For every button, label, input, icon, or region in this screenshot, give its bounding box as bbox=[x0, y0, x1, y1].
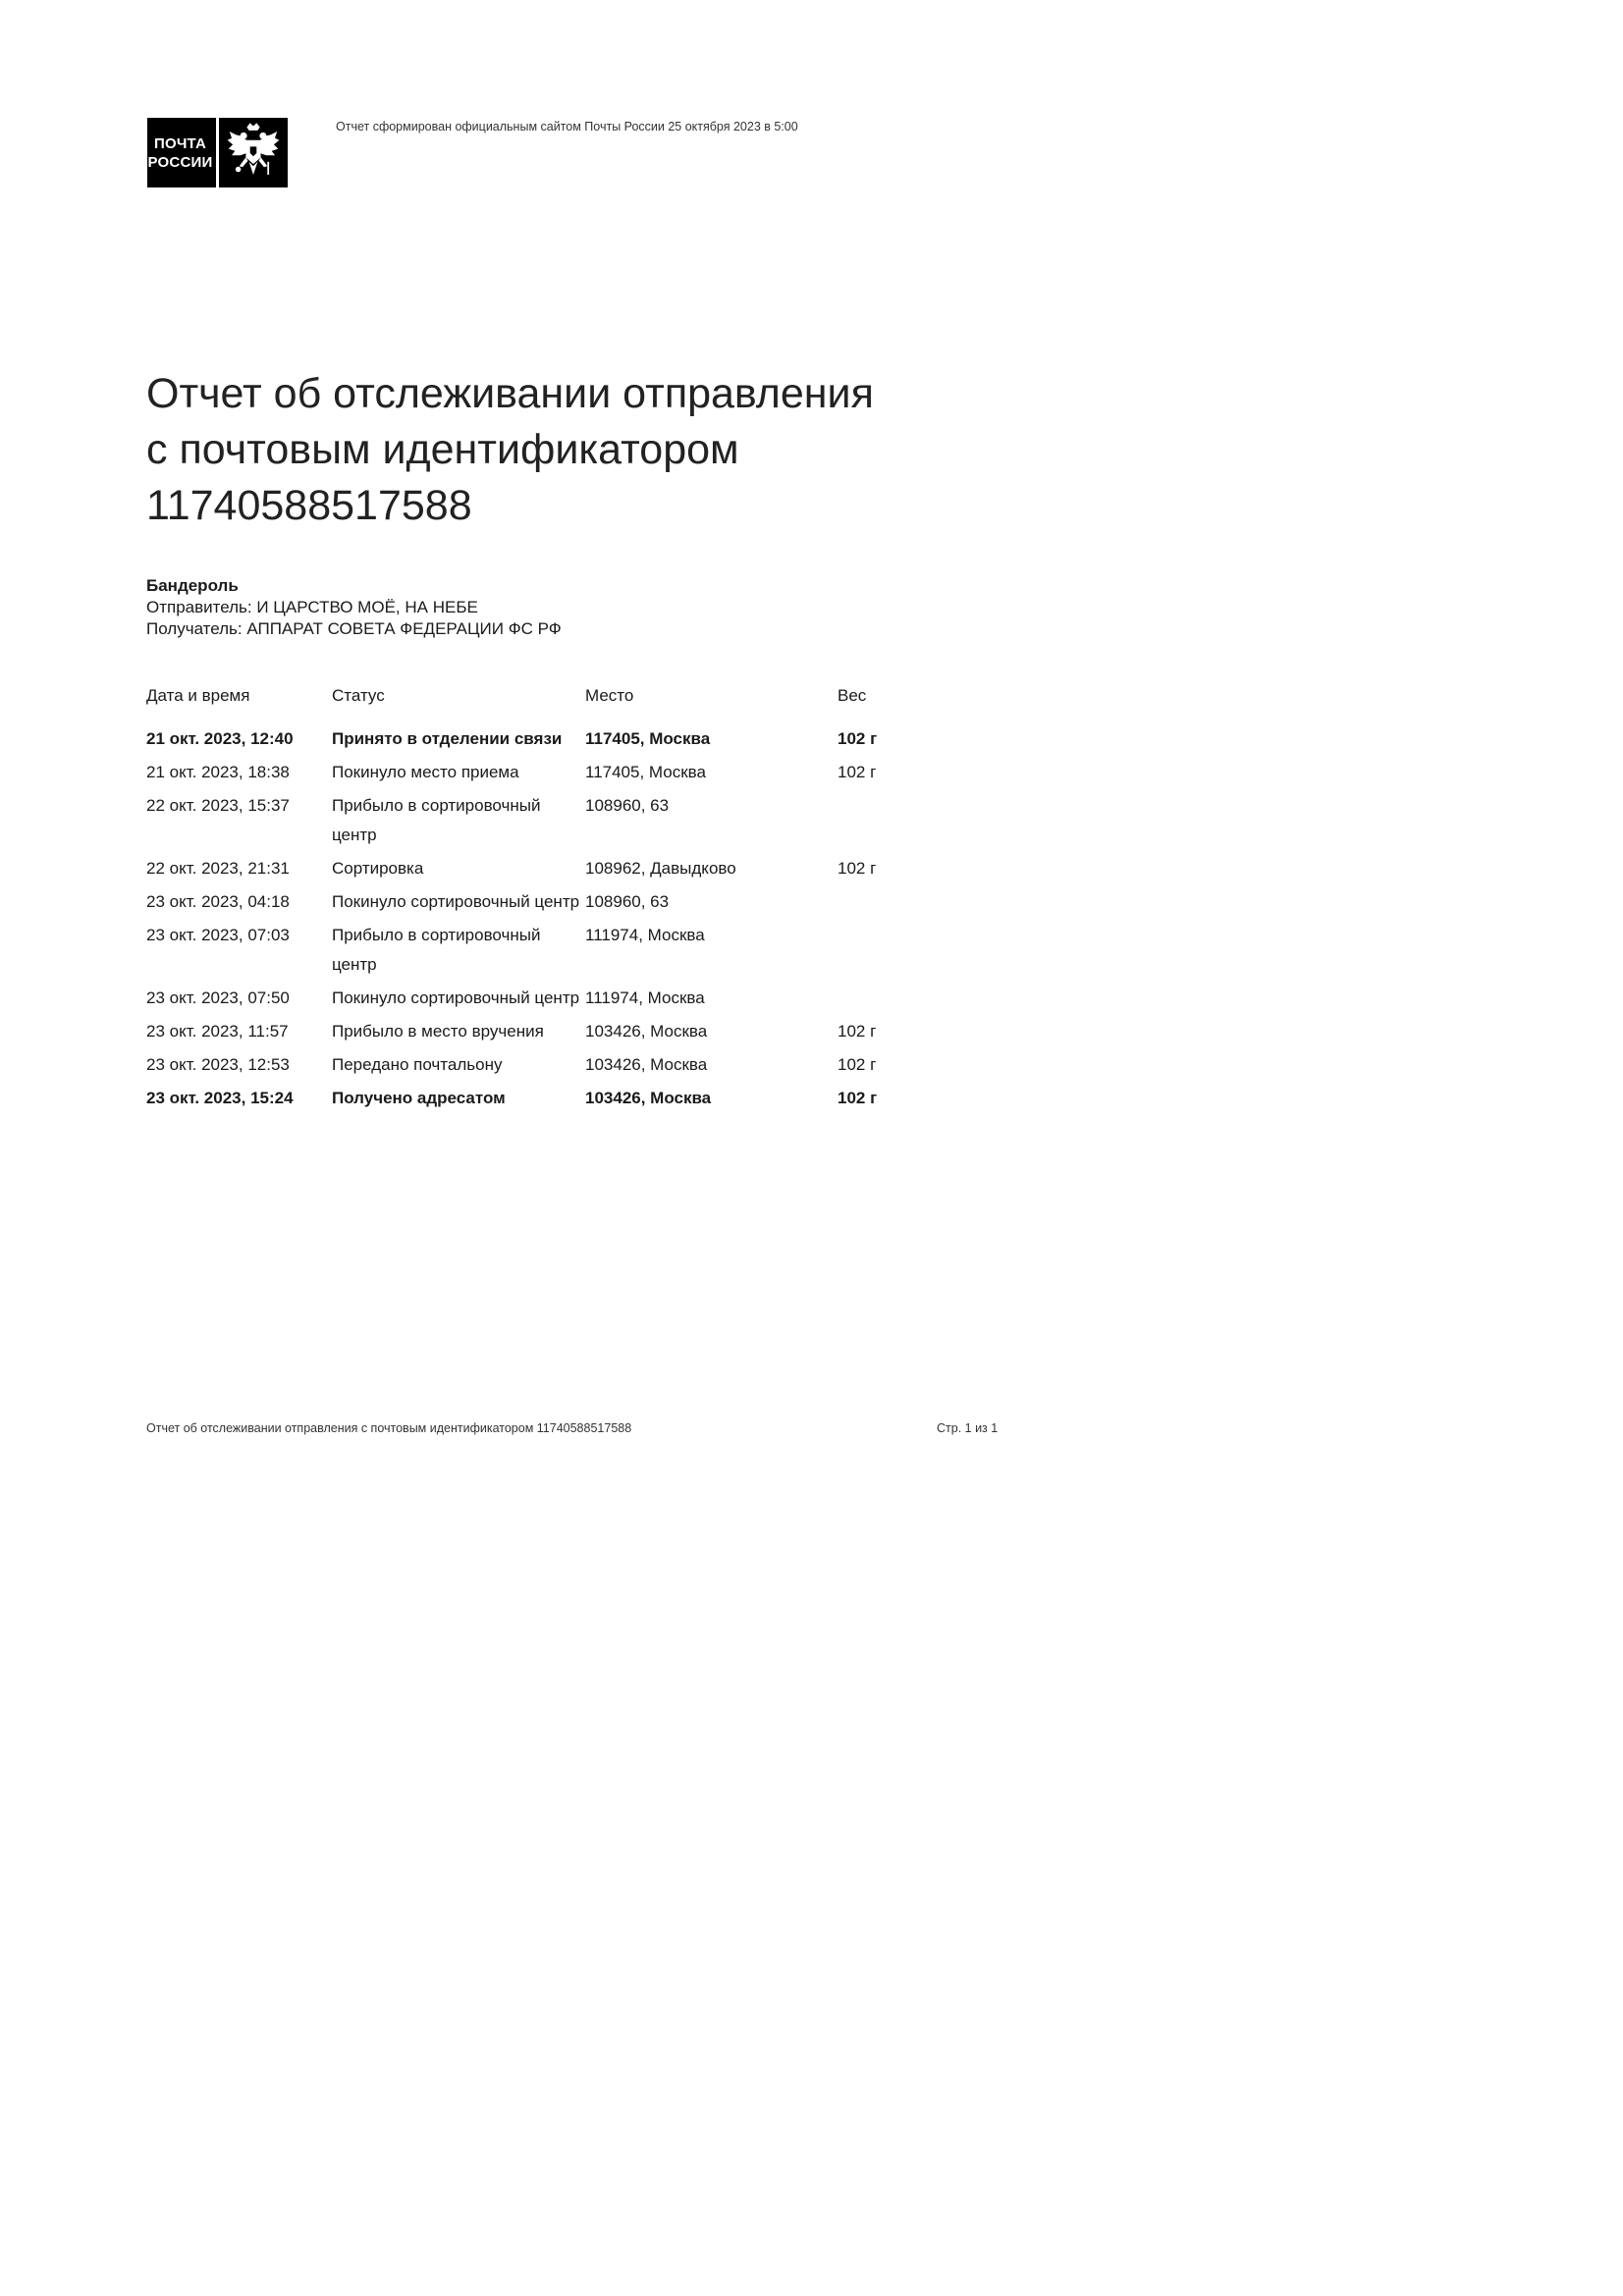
cell-status: Принято в отделении связи bbox=[332, 729, 563, 748]
cell-place: 103426, Москва bbox=[585, 1022, 708, 1041]
table-row bbox=[146, 854, 936, 883]
logo-line-2: РОССИИ bbox=[147, 153, 213, 171]
cell-status: Прибыло в сортировочный центр bbox=[332, 926, 541, 974]
table-row bbox=[146, 921, 936, 980]
cell-weight: 102 г bbox=[838, 1089, 878, 1107]
tracking-table bbox=[146, 681, 936, 1117]
cell-place: 111974, Москва bbox=[585, 988, 705, 1007]
cell-date: 22 окт. 2023, 15:37 bbox=[146, 796, 290, 815]
cell-date: 21 окт. 2023, 18:38 bbox=[146, 763, 290, 781]
cell-weight bbox=[838, 791, 936, 850]
cell-place: 103426, Москва bbox=[585, 1089, 712, 1107]
cell-status: Прибыло в место вручения bbox=[332, 1022, 544, 1041]
cell-weight bbox=[838, 984, 936, 1013]
footer-document-title: Отчет об отслеживании отправления с почтовым идентификатором 11740588517588 bbox=[146, 1421, 632, 1435]
cell-weight bbox=[838, 921, 936, 980]
logo-line-1: ПОЧТА bbox=[153, 134, 207, 152]
cell-date: 23 окт. 2023, 11:57 bbox=[146, 1022, 289, 1041]
column-header-date: Дата и время bbox=[146, 686, 250, 705]
cell-status: Сортировка bbox=[332, 859, 424, 878]
cell-place: 108960, 63 bbox=[585, 796, 670, 815]
table-row bbox=[146, 758, 936, 787]
cell-status: Покинуло место приема bbox=[332, 763, 519, 781]
pochta-rossii-logo bbox=[147, 118, 288, 187]
cell-place: 117405, Москва bbox=[585, 729, 711, 748]
sender: Отправитель: И ЦАРСТВО МОЁ, НА НЕБЕ bbox=[146, 598, 478, 616]
title-line-1: Отчет об отслеживании отправления bbox=[146, 370, 874, 417]
title-line-2: с почтовым идентификатором bbox=[146, 426, 739, 473]
cell-status: Покинуло сортировочный центр bbox=[332, 988, 580, 1007]
table-row bbox=[146, 887, 936, 917]
cell-place: 117405, Москва bbox=[585, 763, 706, 781]
table-body bbox=[146, 724, 936, 1113]
cell-status: Передано почтальону bbox=[332, 1055, 503, 1074]
cell-place: 103426, Москва bbox=[585, 1055, 708, 1074]
cell-date: 21 окт. 2023, 12:40 bbox=[146, 729, 294, 748]
cell-date: 22 окт. 2023, 21:31 bbox=[146, 859, 290, 878]
cell-weight: 102 г bbox=[838, 859, 877, 878]
table-row bbox=[146, 1084, 936, 1113]
column-header-status: Статус bbox=[332, 686, 385, 705]
cell-status: Получено адресатом bbox=[332, 1089, 506, 1107]
table-row bbox=[146, 724, 936, 754]
column-header-weight: Вес bbox=[838, 686, 867, 705]
cell-place: 111974, Москва bbox=[585, 926, 705, 944]
table-row bbox=[146, 1017, 936, 1046]
cell-date: 23 окт. 2023, 04:18 bbox=[146, 892, 290, 911]
double-headed-eagle-icon bbox=[219, 118, 288, 187]
cell-weight bbox=[838, 887, 936, 917]
footer-page-number: Стр. 1 из 1 bbox=[937, 1421, 999, 1435]
cell-status: Прибыло в сортировочный центр bbox=[332, 796, 541, 844]
cell-weight: 102 г bbox=[838, 1022, 877, 1041]
tracking-number: 11740588517588 bbox=[146, 482, 472, 529]
cell-date: 23 окт. 2023, 15:24 bbox=[146, 1089, 294, 1107]
cell-status: Покинуло сортировочный центр bbox=[332, 892, 580, 911]
cell-date: 23 окт. 2023, 07:03 bbox=[146, 926, 290, 944]
table-row bbox=[146, 984, 936, 1013]
cell-place: 108962, Давыдково bbox=[585, 859, 736, 878]
table-header-row bbox=[146, 681, 936, 711]
cell-weight: 102 г bbox=[838, 763, 877, 781]
table-row bbox=[146, 1050, 936, 1080]
cell-weight: 102 г bbox=[838, 729, 878, 748]
logo-text bbox=[147, 118, 213, 187]
shipment-info bbox=[146, 575, 562, 640]
table-row bbox=[146, 791, 936, 850]
cell-weight: 102 г bbox=[838, 1055, 877, 1074]
column-header-place: Место bbox=[585, 686, 634, 705]
cell-date: 23 окт. 2023, 12:53 bbox=[146, 1055, 290, 1074]
page-title bbox=[146, 366, 1128, 534]
recipient: Получатель: АППАРАТ СОВЕТА ФЕДЕРАЦИИ ФС РФ bbox=[146, 619, 562, 638]
cell-date: 23 окт. 2023, 07:50 bbox=[146, 988, 290, 1007]
cell-place: 108960, 63 bbox=[585, 892, 670, 911]
report-generated-note: Отчет сформирован официальным сайтом Почты России 25 октября 2023 в 5:00 bbox=[336, 120, 798, 133]
shipment-type: Бандероль bbox=[146, 576, 239, 595]
